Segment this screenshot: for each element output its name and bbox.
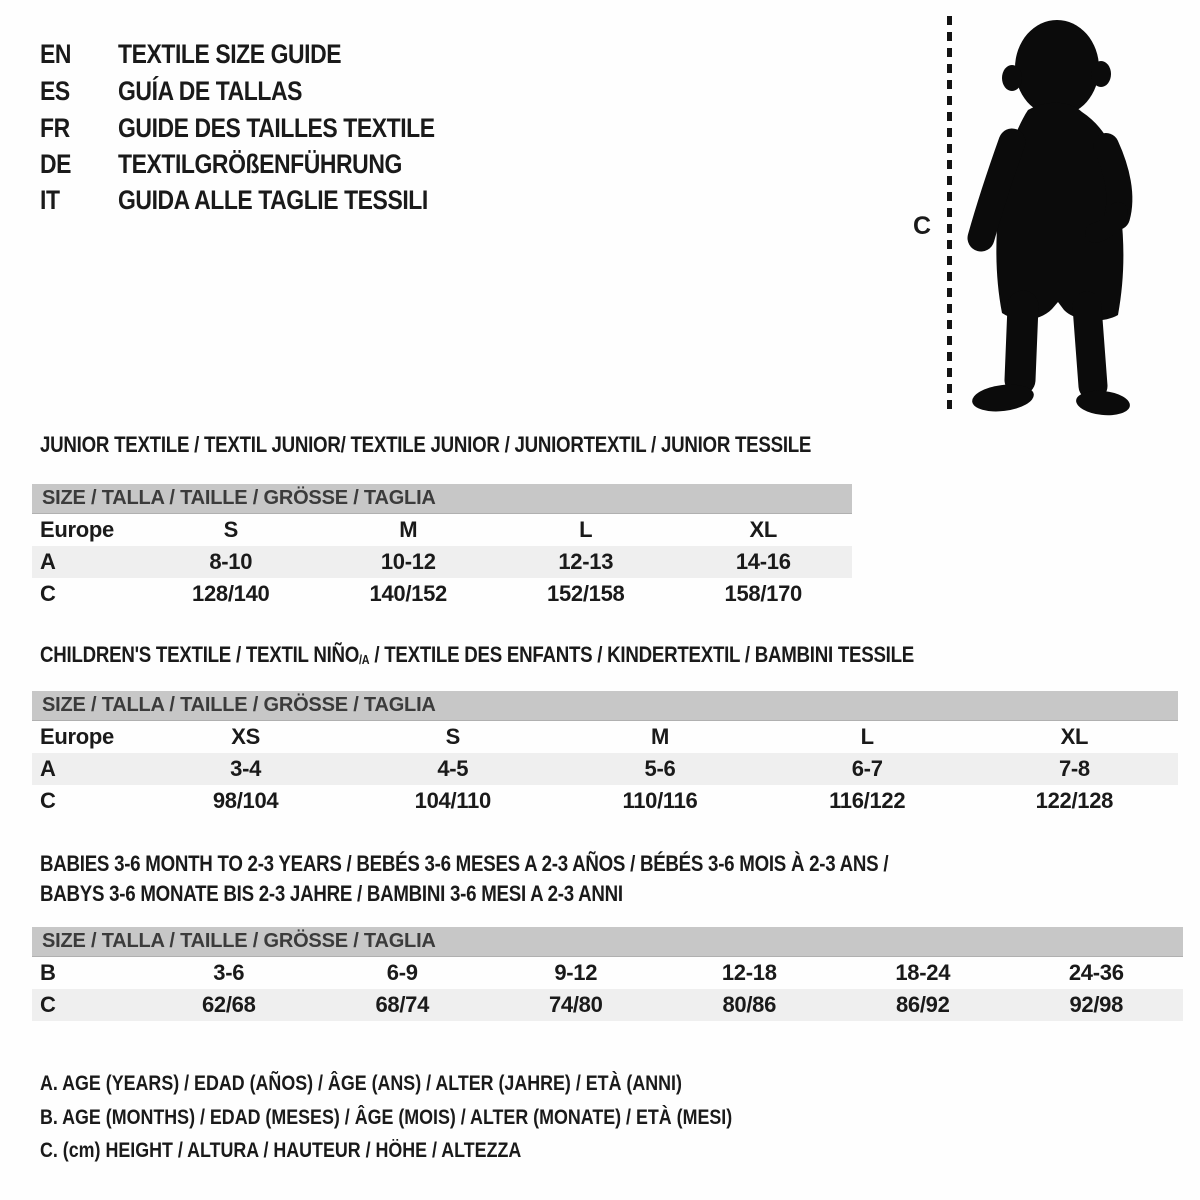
babies-section-title-line1: BABIES 3-6 MONTH TO 2-3 YEARS / BEBÉS 3-6 MESES A 2-3 AÑOS / BÉBÉS 3-6 MOIS À 2-3 ANS / bbox=[40, 851, 889, 876]
cell: 152/158 bbox=[547, 581, 625, 606]
table-row bbox=[32, 546, 852, 578]
language-code: DE bbox=[40, 149, 72, 179]
junior-size-table bbox=[32, 484, 852, 610]
cell: 62/68 bbox=[201, 992, 256, 1017]
language-code: EN bbox=[40, 39, 72, 69]
cell: 116/122 bbox=[829, 788, 906, 813]
cell: 5-6 bbox=[644, 756, 676, 781]
table-row bbox=[32, 753, 1178, 785]
table-row bbox=[32, 785, 1178, 817]
legend-line-b: B. AGE (MONTHS) / EDAD (MESES) / ÂGE (MOIS) / ALTER (MONATE) / ETÀ (MESI) bbox=[40, 1106, 733, 1129]
language-row-en bbox=[40, 36, 381, 73]
size-header-bar: SIZE / TALLA / TAILLE / GRÖSSE / TAGLIA bbox=[32, 927, 1183, 957]
cell: 12-13 bbox=[558, 549, 614, 574]
children-size-table bbox=[32, 691, 1178, 817]
cell: 6-7 bbox=[851, 756, 883, 781]
row-label: Europe bbox=[40, 517, 114, 542]
cell: L bbox=[579, 517, 593, 542]
cell: 8-10 bbox=[209, 549, 253, 574]
cell: 68/74 bbox=[375, 992, 430, 1017]
language-row-es bbox=[40, 73, 335, 110]
cell: 158/170 bbox=[724, 581, 802, 606]
language-code: ES bbox=[40, 76, 70, 106]
table-row bbox=[32, 578, 852, 610]
language-row-it bbox=[40, 182, 483, 219]
cell: 24-36 bbox=[1068, 960, 1124, 985]
language-label: TEXTILE SIZE GUIDE bbox=[118, 39, 342, 69]
cell: 14-16 bbox=[735, 549, 791, 574]
cell: 6-9 bbox=[386, 960, 418, 985]
language-label: GUIDA ALLE TAGLIE TESSILI bbox=[118, 185, 428, 215]
row-label: Europe bbox=[40, 724, 114, 749]
table-row bbox=[32, 721, 1178, 753]
cell: 7-8 bbox=[1058, 756, 1090, 781]
cell: 140/152 bbox=[369, 581, 447, 606]
cell: 9-12 bbox=[554, 960, 598, 985]
babies-section-title-line2: BABYS 3-6 MONATE BIS 2-3 JAHRE / BAMBINI 3-6 MESI A 2-3 ANNI bbox=[40, 881, 623, 906]
cell: S bbox=[445, 724, 460, 749]
cell: 12-18 bbox=[721, 960, 777, 985]
row-label: C bbox=[40, 788, 56, 813]
table-row bbox=[32, 989, 1183, 1021]
cell: XL bbox=[749, 517, 777, 542]
cell: XS bbox=[231, 724, 260, 749]
cell: 3-6 bbox=[213, 960, 245, 985]
babies-size-table bbox=[32, 927, 1183, 1021]
cell: 92/98 bbox=[1069, 992, 1124, 1017]
cell: M bbox=[650, 724, 669, 749]
cell: 18-24 bbox=[895, 960, 951, 985]
language-code: FR bbox=[40, 113, 70, 143]
cell: XL bbox=[1060, 724, 1089, 749]
height-measure-label: C bbox=[913, 212, 932, 240]
cell: S bbox=[223, 517, 238, 542]
nino-a-subscript: /A bbox=[359, 652, 370, 668]
junior-section-title: JUNIOR TEXTILE / TEXTIL JUNIOR/ TEXTILE JUNIOR / JUNIORTEXTIL / JUNIOR TESSILE bbox=[40, 432, 812, 457]
table-row bbox=[32, 514, 852, 546]
cell: 110/116 bbox=[622, 788, 698, 813]
row-label: A bbox=[40, 549, 56, 574]
language-row-fr bbox=[40, 110, 491, 147]
cell: 122/128 bbox=[1035, 788, 1114, 813]
legend-line-a: A. AGE (YEARS) / EDAD (AÑOS) / ÂGE (ANS) / ALTER (JAHRE) / ETÀ (ANNI) bbox=[40, 1072, 682, 1095]
cell: 3-4 bbox=[230, 756, 262, 781]
height-dashed-line bbox=[947, 16, 952, 416]
row-label: B bbox=[40, 960, 56, 985]
language-label: GUIDE DES TAILLES TEXTILE bbox=[118, 113, 435, 143]
size-header-bar: SIZE / TALLA / TAILLE / GRÖSSE / TAGLIA bbox=[32, 484, 852, 514]
language-label: GUÍA DE TALLAS bbox=[118, 76, 303, 106]
cell: L bbox=[860, 724, 874, 749]
cell: 98/104 bbox=[212, 788, 279, 813]
row-label: C bbox=[40, 581, 56, 606]
cell: 128/140 bbox=[192, 581, 270, 606]
children-section-title: CHILDREN'S TEXTILE / TEXTIL NIÑO/A / TEXTILE DES ENFANTS / KINDERTEXTIL / BAMBINI TESSILE bbox=[40, 642, 914, 668]
language-code: IT bbox=[40, 185, 60, 215]
size-header-bar: SIZE / TALLA / TAILLE / GRÖSSE / TAGLIA bbox=[32, 691, 1178, 721]
cell: M bbox=[399, 517, 418, 542]
row-label: C bbox=[40, 992, 56, 1017]
cell: 80/86 bbox=[722, 992, 777, 1017]
legend-line-c: C. (cm) HEIGHT / ALTURA / HAUTEUR / HÖHE / ALTEZZA bbox=[40, 1139, 522, 1162]
row-label: A bbox=[40, 756, 56, 781]
cell: 74/80 bbox=[548, 992, 603, 1017]
baby-silhouette-icon bbox=[960, 14, 1150, 419]
language-row-de bbox=[40, 146, 452, 183]
cell: 4-5 bbox=[437, 756, 469, 781]
cell: 10-12 bbox=[380, 549, 436, 574]
table-row bbox=[32, 957, 1183, 989]
cell: 86/92 bbox=[895, 992, 950, 1017]
cell: 104/110 bbox=[414, 788, 491, 813]
language-label: TEXTILGRÖßENFÜHRUNG bbox=[118, 149, 402, 179]
